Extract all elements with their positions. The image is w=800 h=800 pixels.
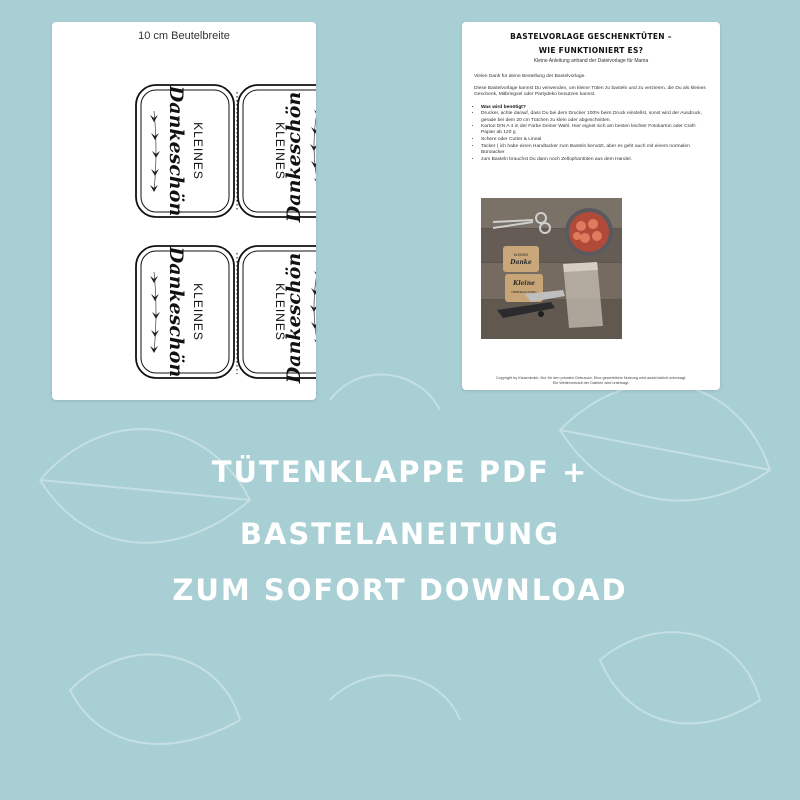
instructions-para-thanks: Vielen Dank für deine Bestellung der Bastelvorlage. xyxy=(474,74,586,79)
photo-tag-bottom-line1: Kleine xyxy=(513,280,535,287)
instructions-para-usage: Diese Bastelvorlage kannst Du verwenden, um kleine Tüten zu basteln und zu verzieren, die Du als kleines Geschenk, Mitbringsel oder Partydeko benutzen kannst. xyxy=(474,86,706,98)
list-item: • zum Basteln brauchst Du dann noch Zellophantüten aus dem Handel. xyxy=(481,157,710,163)
tag-script-text: Dankeschön xyxy=(165,246,187,378)
instructions-title-line1: BASTELVORLAGE GESCHENKTÜTEN – xyxy=(510,32,672,41)
tag-small-text: KLEINES xyxy=(191,122,205,180)
photo-tag-top-line1: KLEINES xyxy=(513,253,529,257)
list-item: • Was wird benötigt? xyxy=(481,105,710,111)
headline-line1: TÜTENKLAPPE PDF + xyxy=(211,455,589,489)
copyright-line1: Copyright by Kissenknick. Nur für den privaten Gebrauch. Eine gewerbliche Nutzung wird ausdrücklich untersagt. xyxy=(495,376,687,380)
tag-script-text: Dankeschön xyxy=(165,85,187,217)
instructions-title-line2: WIE FUNKTIONIERT ES? xyxy=(538,46,644,55)
tag-script-text: Dankeschön xyxy=(283,91,305,223)
materials-photo xyxy=(481,198,622,339)
photo-tag-top-line2: Danke xyxy=(510,259,532,266)
template-page xyxy=(52,22,316,400)
materials-list xyxy=(474,105,710,163)
list-item: • Karton DIN A 4 in der Farbe Deiner Wahl. Hier eignet sich am besten leichter Fotokarton oder Craft-Papier ab 120 g xyxy=(481,124,710,136)
tag-small-text: KLEINES xyxy=(191,283,205,341)
copyright-footer xyxy=(470,376,712,386)
headline-line2: BASTELANEITUNG xyxy=(239,517,561,551)
tag-template-graphic xyxy=(52,22,316,400)
tag-small-text: KLEINES xyxy=(273,122,287,180)
instructions-page xyxy=(462,22,720,390)
tag-small-text: KLEINES xyxy=(273,283,287,341)
instructions-subtitle: Kleine Anleitung anhand der Dateivorlage für Mama xyxy=(533,58,649,64)
photo-tag-bottom-line2: ÜBERRASCHUNG xyxy=(511,290,537,294)
copyright-line2: Ein Weiterverkauf der Dateien wird untersagt. xyxy=(552,381,630,385)
template-caption: 10 cm Beutelbreite xyxy=(138,30,230,42)
list-item: • Drucker, achte darauf, dass Du bei dem Drucker 100% beim Druck einstellst, sonst wird der Ausdruck, gerade bei dem 20 cm Tütchen zu klein oder abgeschnitten. xyxy=(481,111,710,123)
tag-script-text: Dankeschön xyxy=(283,252,305,384)
list-item: • Schere oder Cutter & Lineal xyxy=(481,137,710,143)
instructions-body xyxy=(474,74,710,163)
headline-line3: ZUM SOFORT DOWNLOAD xyxy=(172,573,628,607)
list-item: • Tacker ( ich habe einen Handtacker zum Basteln benutzt, aber es geht auch mit einem normalen Bürotacker xyxy=(481,144,710,156)
